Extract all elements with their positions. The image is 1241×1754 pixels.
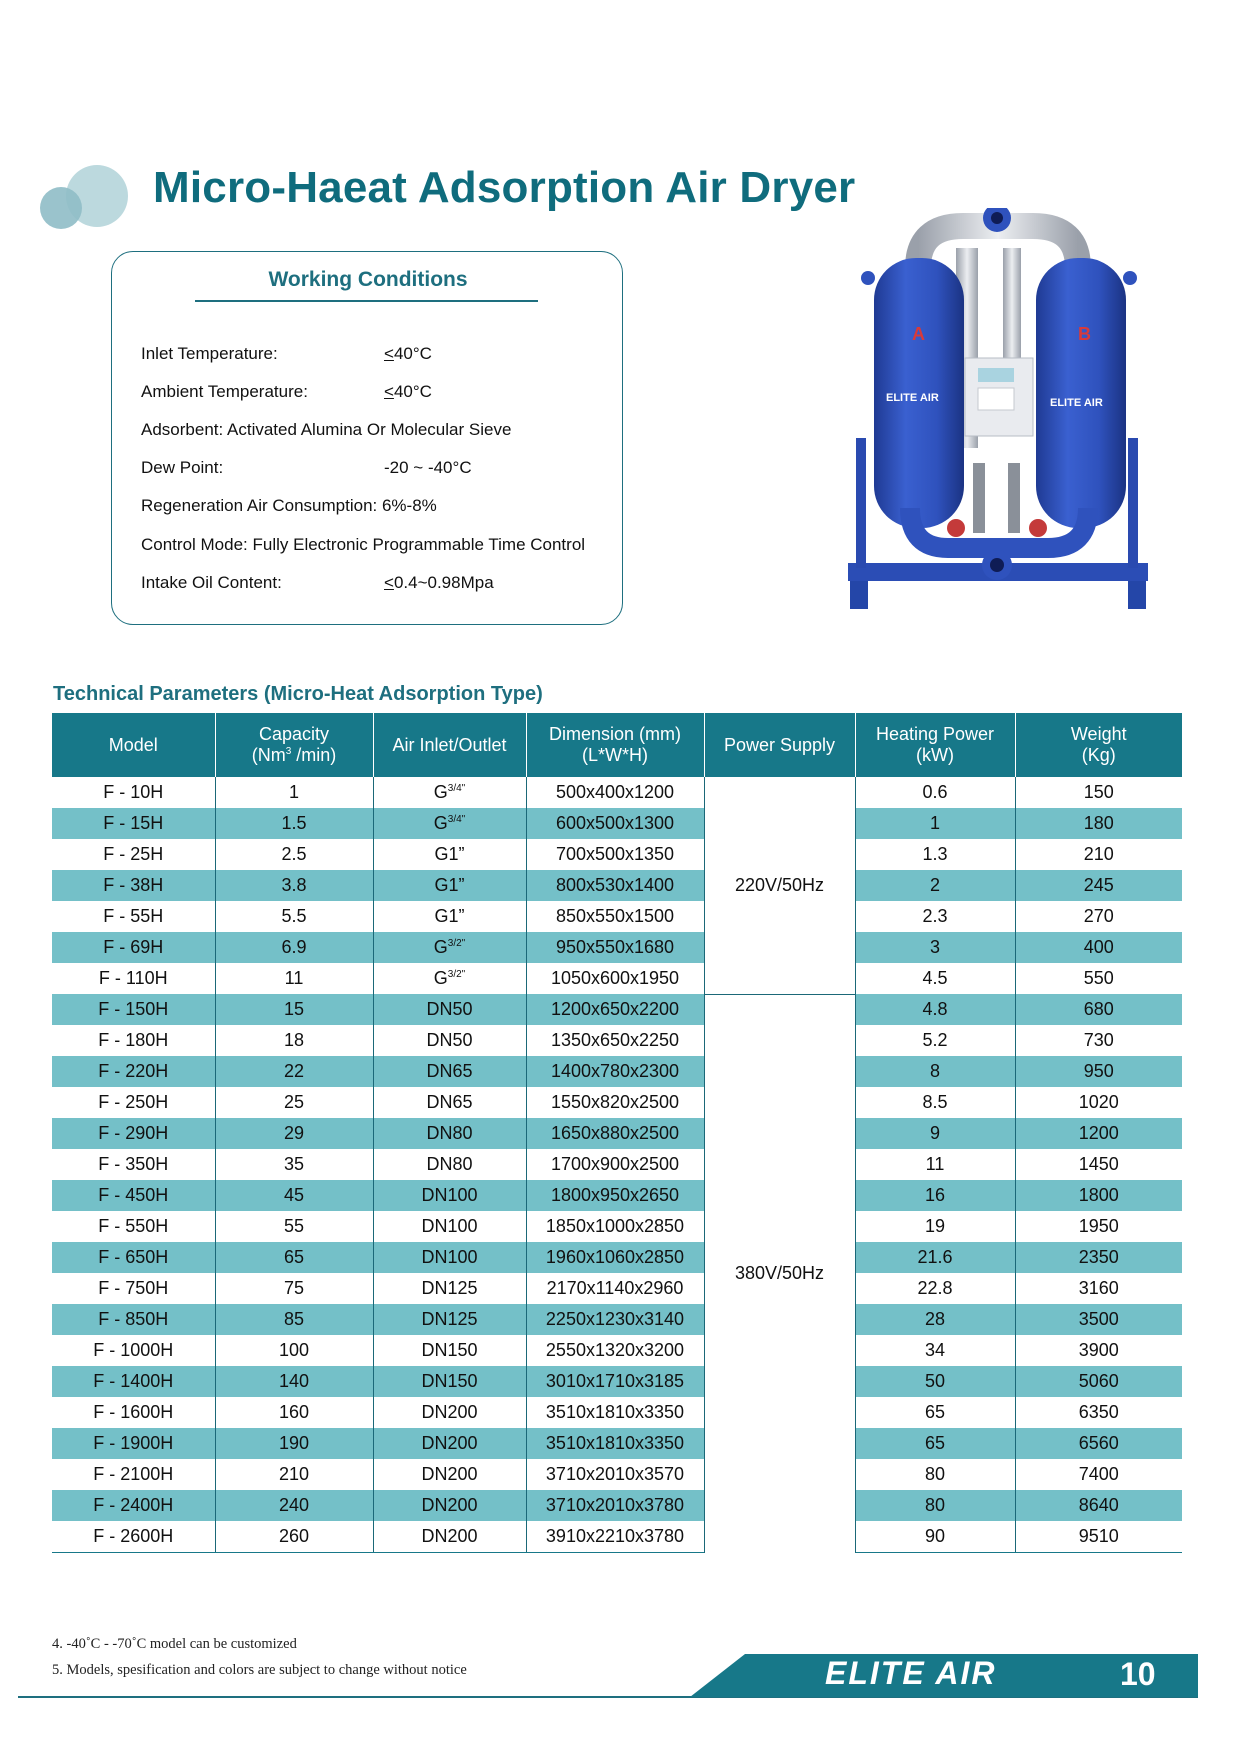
- note-disclaimer: 5. Models, spesification and colors are subject to change without notice: [52, 1662, 467, 1678]
- cell-model: F - 650H: [52, 1242, 215, 1273]
- less-equal-symbol: <: [384, 344, 394, 363]
- cell-weight: 245: [1015, 870, 1182, 901]
- cell-model: F - 750H: [52, 1273, 215, 1304]
- condition-label: Intake Oil Content:: [141, 573, 282, 592]
- cell-heating: 34: [855, 1335, 1015, 1366]
- cell-heating: 80: [855, 1459, 1015, 1490]
- cell-dimension: 800x530x1400: [526, 870, 704, 901]
- table-row: [52, 1366, 1182, 1397]
- header-weight-line1: Weight: [1070, 724, 1127, 744]
- condition-label: Adsorbent: Activated Alumina Or Molecular Sieve: [141, 420, 512, 439]
- inlet-size: DN80: [426, 1154, 473, 1174]
- cell-heating: 4.8: [855, 994, 1015, 1025]
- cell-dimension: 1050x600x1950: [526, 963, 704, 994]
- cell-model: F - 450H: [52, 1180, 215, 1211]
- inlet-size: DN125: [421, 1309, 478, 1329]
- cell-heating: 1.3: [855, 839, 1015, 870]
- table-row: [52, 1397, 1182, 1428]
- cell-capacity: 35: [215, 1149, 373, 1180]
- inlet-size: DN50: [426, 1030, 473, 1050]
- table-row: [52, 1087, 1182, 1118]
- inlet-size: DN65: [426, 1092, 473, 1112]
- cell-capacity: 240: [215, 1490, 373, 1521]
- air-dryer-product-image: [838, 208, 1160, 620]
- cell-dimension: 700x500x1350: [526, 839, 704, 870]
- cell-inlet: [373, 808, 526, 839]
- working-conditions-title: Working Conditions: [268, 268, 468, 291]
- inlet-size: DN125: [421, 1278, 478, 1298]
- condition-value: [384, 458, 472, 478]
- cell-weight: 150: [1083, 782, 1114, 802]
- cell-inlet: [373, 1056, 526, 1087]
- page-title: Micro-Haeat Adsorption Air Dryer: [153, 163, 856, 212]
- cell-capacity: 65: [215, 1242, 373, 1273]
- cell-model: F - 250H: [52, 1087, 215, 1118]
- cell-inlet: [373, 777, 526, 808]
- inlet-size: DN200: [421, 1464, 478, 1484]
- table-row: [52, 1273, 1182, 1304]
- header-heating: [855, 713, 1015, 777]
- cell-weight: 1450: [1078, 1154, 1119, 1174]
- cell-dimension: 3910x2210x3780: [526, 1521, 704, 1553]
- cell-weight: 7400: [1078, 1464, 1119, 1484]
- table-row: [52, 1490, 1182, 1521]
- cell-weight: 3900: [1078, 1340, 1119, 1360]
- header-dimension: [526, 713, 704, 777]
- cell-dimension: 1200x650x2200: [526, 994, 704, 1025]
- cell-heating: 3: [855, 932, 1015, 963]
- cell-capacity: 85: [215, 1304, 373, 1335]
- decorative-bubbles: [40, 165, 140, 235]
- cell-model: F - 180H: [52, 1025, 215, 1056]
- cell-model: F - 850H: [52, 1304, 215, 1335]
- cell-inlet: [373, 1025, 526, 1056]
- inlet-size: DN200: [421, 1433, 478, 1453]
- cell-heating: 5.2: [855, 1025, 1015, 1056]
- inlet-size: DN150: [421, 1371, 478, 1391]
- cell-dimension: 3010x1710x3185: [526, 1366, 704, 1397]
- inlet-size: G: [433, 782, 448, 802]
- cell-model: F - 550H: [52, 1211, 215, 1242]
- table-row: [52, 994, 1182, 1025]
- inlet-size: G1”: [434, 906, 465, 926]
- table-row: [52, 839, 1182, 870]
- inlet-size: DN100: [421, 1185, 478, 1205]
- cell-weight: 1950: [1078, 1216, 1119, 1236]
- cell-inlet: [373, 1459, 526, 1490]
- table-row: [52, 1211, 1182, 1242]
- cell-dimension: 1800x950x2650: [526, 1180, 704, 1211]
- cell-model: F - 290H: [52, 1118, 215, 1149]
- cell-inlet: [373, 1335, 526, 1366]
- technical-parameters-table: [52, 713, 1182, 1553]
- table-row: [52, 963, 1182, 994]
- cell-capacity: 75: [215, 1273, 373, 1304]
- header-power: Power Supply: [704, 713, 855, 777]
- table-row: [52, 870, 1182, 901]
- cell-heating: 22.8: [855, 1273, 1015, 1304]
- cell-inlet: [373, 839, 526, 870]
- condition-value-text: -20 ~ -40°C: [384, 458, 472, 477]
- working-condition-row: [141, 535, 585, 555]
- working-condition-row: [141, 344, 432, 364]
- title-underline: [195, 300, 538, 302]
- cell-capacity: 2.5: [215, 839, 373, 870]
- table-row: [52, 1521, 1182, 1553]
- cell-capacity: 29: [215, 1118, 373, 1149]
- header-weight-line2: (Kg): [1081, 745, 1116, 765]
- cell-capacity: 11: [215, 963, 373, 994]
- cell-heating: 2: [855, 870, 1015, 901]
- cell-inlet: [373, 870, 526, 901]
- cell-inlet: [373, 1118, 526, 1149]
- cell-capacity: 210: [215, 1459, 373, 1490]
- inlet-size: DN80: [426, 1123, 473, 1143]
- cell-dimension: 1700x900x2500: [526, 1149, 704, 1180]
- cell-weight: 400: [1015, 932, 1182, 963]
- cell-inlet: [373, 1304, 526, 1335]
- cell-weight: 210: [1083, 844, 1114, 864]
- tank-a-brand: ELITE AIR: [886, 392, 939, 404]
- cell-heating: 9: [855, 1118, 1015, 1149]
- table-row: [52, 1304, 1182, 1335]
- working-condition-row: [141, 458, 472, 478]
- power-supply-cell: 380V/50Hz: [704, 994, 855, 1553]
- table-row: [52, 1459, 1182, 1490]
- inlet-fraction: 3/2": [447, 969, 466, 980]
- less-equal-symbol: <: [384, 382, 394, 401]
- cell-weight: 680: [1015, 994, 1182, 1025]
- cell-heating: 21.6: [855, 1242, 1015, 1273]
- cell-capacity: 3.8: [215, 870, 373, 901]
- cell-dimension: 1550x820x2500: [526, 1087, 704, 1118]
- cell-model: F - 1000H: [52, 1335, 215, 1366]
- cell-inlet: [373, 963, 526, 994]
- cell-inlet: [373, 1242, 526, 1273]
- cell-model: F - 69H: [52, 932, 215, 963]
- cell-capacity: 5.5: [215, 901, 373, 932]
- cell-heating: 1: [855, 808, 1015, 839]
- table-row: [52, 1149, 1182, 1180]
- cell-weight: 180: [1015, 808, 1182, 839]
- cell-capacity: 160: [215, 1397, 373, 1428]
- cell-heating: 65: [855, 1397, 1015, 1428]
- inlet-size: G1”: [434, 844, 465, 864]
- cell-dimension: 3510x1810x3350: [526, 1428, 704, 1459]
- cell-inlet: [373, 1273, 526, 1304]
- cell-capacity: 22: [215, 1056, 373, 1087]
- cell-model: F - 150H: [52, 994, 215, 1025]
- working-condition-row: [141, 420, 511, 440]
- cell-weight: 6350: [1078, 1402, 1119, 1422]
- cell-dimension: 2550x1320x3200: [526, 1335, 704, 1366]
- header-dimension-line1: Dimension (mm): [548, 724, 681, 744]
- inlet-fraction: 3/4": [447, 814, 466, 825]
- cell-capacity: 6.9: [215, 932, 373, 963]
- condition-value: [384, 573, 494, 593]
- cell-capacity: 18: [215, 1025, 373, 1056]
- working-conditions-box: [111, 251, 623, 625]
- cell-weight: 1200: [1015, 1118, 1182, 1149]
- table-row: [52, 1428, 1182, 1459]
- header-heating-line1: Heating Power: [875, 724, 995, 744]
- cell-heating: 0.6: [855, 777, 1015, 808]
- cell-inlet: [373, 932, 526, 963]
- condition-label: Dew Point:: [141, 458, 224, 477]
- condition-label: Ambient Temperature:: [141, 382, 308, 401]
- cell-dimension: 950x550x1680: [526, 932, 704, 963]
- note-customization: 4. -40˚C - -70˚C model can be customized: [52, 1636, 297, 1652]
- cell-model: F - 2600H: [52, 1521, 215, 1553]
- tank-b-letter: B: [1078, 324, 1091, 344]
- cell-model: F - 2100H: [52, 1459, 215, 1490]
- cell-capacity: 1.5: [215, 808, 373, 839]
- table-header-row: [52, 713, 1182, 777]
- cell-capacity: 45: [215, 1180, 373, 1211]
- table-row: [52, 1025, 1182, 1056]
- technical-parameters-title: Technical Parameters (Micro-Heat Adsorption Type): [53, 683, 543, 705]
- cell-model: F - 15H: [52, 808, 215, 839]
- condition-value-text: 0.4~0.98Mpa: [393, 573, 494, 592]
- cell-capacity: 260: [215, 1521, 373, 1553]
- cell-inlet: [373, 1521, 526, 1553]
- inlet-size: DN200: [421, 1402, 478, 1422]
- table-row: [52, 901, 1182, 932]
- condition-label: Regeneration Air Consumption: 6%-8%: [141, 496, 437, 515]
- cell-heating: 65: [855, 1428, 1015, 1459]
- cell-weight: 8640: [1015, 1490, 1182, 1521]
- working-condition-row: [141, 496, 437, 516]
- cell-model: F - 1900H: [52, 1428, 215, 1459]
- table-body: [52, 777, 1182, 1553]
- cell-dimension: 1960x1060x2850: [526, 1242, 704, 1273]
- header-capacity-line1: Capacity: [258, 724, 330, 744]
- table-row: [52, 1335, 1182, 1366]
- cell-dimension: 3710x2010x3780: [526, 1490, 704, 1521]
- cell-heating: 90: [855, 1521, 1015, 1553]
- cell-model: F - 25H: [52, 839, 215, 870]
- cell-heating: 2.3: [855, 901, 1015, 932]
- header-capacity-sup: 3: [285, 746, 292, 757]
- cell-capacity: 100: [215, 1335, 373, 1366]
- cell-dimension: 2170x1140x2960: [526, 1273, 704, 1304]
- header-heating-line2: (kW): [916, 745, 954, 765]
- inlet-size: G: [433, 937, 448, 957]
- cell-dimension: 3510x1810x3350: [526, 1397, 704, 1428]
- cell-inlet: [373, 994, 526, 1025]
- cell-dimension: 1650x880x2500: [526, 1118, 704, 1149]
- cell-model: F - 38H: [52, 870, 215, 901]
- cell-weight: 3160: [1078, 1278, 1119, 1298]
- cell-dimension: 600x500x1300: [526, 808, 704, 839]
- cell-capacity: 55: [215, 1211, 373, 1242]
- cell-capacity: 190: [215, 1428, 373, 1459]
- condition-value: [384, 344, 432, 364]
- cell-dimension: 850x550x1500: [526, 901, 704, 932]
- cell-dimension: 1850x1000x2850: [526, 1211, 704, 1242]
- cell-model: F - 220H: [52, 1056, 215, 1087]
- cell-model: F - 10H: [52, 777, 215, 808]
- inlet-size: DN200: [421, 1526, 478, 1546]
- inlet-size: DN100: [421, 1247, 478, 1267]
- cell-capacity: 1: [215, 777, 373, 808]
- working-condition-row: [141, 382, 432, 402]
- cell-weight: 270: [1083, 906, 1114, 926]
- cell-inlet: [373, 1490, 526, 1521]
- inlet-size: G: [433, 813, 448, 833]
- cell-inlet: [373, 1211, 526, 1242]
- cell-inlet: [373, 1180, 526, 1211]
- header-capacity-line2-pre: (Nm: [251, 745, 286, 765]
- cell-model: F - 55H: [52, 901, 215, 932]
- bubble-small: [40, 187, 82, 229]
- header-capacity: [215, 713, 373, 777]
- cell-heating: 19: [855, 1211, 1015, 1242]
- inlet-size: DN150: [421, 1340, 478, 1360]
- inlet-size: DN50: [426, 999, 473, 1019]
- inlet-size: DN100: [421, 1216, 478, 1236]
- cell-model: F - 110H: [52, 963, 215, 994]
- inlet-fraction: 3/4": [447, 783, 466, 794]
- inlet-size: DN65: [426, 1061, 473, 1081]
- cell-capacity: 25: [215, 1087, 373, 1118]
- cell-weight: 5060: [1015, 1366, 1182, 1397]
- header-weight: [1015, 713, 1182, 777]
- cell-heating: 8.5: [855, 1087, 1015, 1118]
- condition-value-text: 40°C: [393, 382, 432, 401]
- cell-weight: 6560: [1015, 1428, 1182, 1459]
- less-equal-symbol: <: [384, 573, 394, 592]
- condition-value: [384, 382, 432, 402]
- cell-capacity: 15: [215, 994, 373, 1025]
- cell-model: F - 350H: [52, 1149, 215, 1180]
- header-capacity-line2-post: /min): [291, 745, 337, 765]
- table-row: [52, 808, 1182, 839]
- inlet-size: G: [433, 968, 448, 988]
- power-supply-cell: 220V/50Hz: [704, 777, 855, 994]
- tank-b-brand: ELITE AIR: [1050, 397, 1103, 409]
- condition-label: Inlet Temperature:: [141, 344, 278, 363]
- cell-dimension: 1350x650x2250: [526, 1025, 704, 1056]
- cell-dimension: 500x400x1200: [526, 777, 704, 808]
- table-row: [52, 777, 1182, 808]
- table-row: [52, 1118, 1182, 1149]
- condition-value-text: 40°C: [393, 344, 432, 363]
- cell-inlet: [373, 1366, 526, 1397]
- cell-heating: 16: [855, 1180, 1015, 1211]
- cell-heating: 80: [855, 1490, 1015, 1521]
- header-dimension-line2: (L*W*H): [582, 745, 648, 765]
- cell-inlet: [373, 1149, 526, 1180]
- inlet-size: G1”: [434, 875, 465, 895]
- condition-label: Control Mode: Fully Electronic Programmable Time Control: [141, 535, 586, 554]
- tank-a-letter: A: [912, 324, 925, 344]
- header-model: Model: [52, 713, 215, 777]
- table-row: [52, 1180, 1182, 1211]
- cell-inlet: [373, 1397, 526, 1428]
- inlet-size: DN200: [421, 1495, 478, 1515]
- header-inlet: Air Inlet/Outlet: [373, 713, 526, 777]
- cell-capacity: 140: [215, 1366, 373, 1397]
- table-row: [52, 1056, 1182, 1087]
- cell-weight: 950: [1015, 1056, 1182, 1087]
- cell-model: F - 1600H: [52, 1397, 215, 1428]
- cell-heating: 11: [855, 1149, 1015, 1180]
- cell-heating: 8: [855, 1056, 1015, 1087]
- cell-inlet: [373, 901, 526, 932]
- table-row: [52, 1242, 1182, 1273]
- cell-heating: 50: [855, 1366, 1015, 1397]
- cell-dimension: 2250x1230x3140: [526, 1304, 704, 1335]
- working-condition-row: [141, 573, 494, 593]
- cell-weight: 9510: [1015, 1521, 1182, 1553]
- cell-inlet: [373, 1087, 526, 1118]
- table-row: [52, 932, 1182, 963]
- cell-heating: 4.5: [855, 963, 1015, 994]
- cell-dimension: 3710x2010x3570: [526, 1459, 704, 1490]
- cell-weight: 730: [1083, 1030, 1114, 1050]
- footer-brand-logo: ELITE AIR: [825, 1655, 997, 1691]
- cell-weight: 550: [1083, 968, 1114, 988]
- cell-dimension: 1400x780x2300: [526, 1056, 704, 1087]
- cell-weight: 1020: [1078, 1092, 1119, 1112]
- cell-inlet: [373, 1428, 526, 1459]
- inlet-fraction: 3/2": [447, 938, 466, 949]
- cell-model: F - 1400H: [52, 1366, 215, 1397]
- page-number: 10: [1120, 1656, 1156, 1692]
- cell-weight: 1800: [1015, 1180, 1182, 1211]
- cell-heating: 28: [855, 1304, 1015, 1335]
- cell-model: F - 2400H: [52, 1490, 215, 1521]
- cell-weight: 2350: [1015, 1242, 1182, 1273]
- cell-weight: 3500: [1015, 1304, 1182, 1335]
